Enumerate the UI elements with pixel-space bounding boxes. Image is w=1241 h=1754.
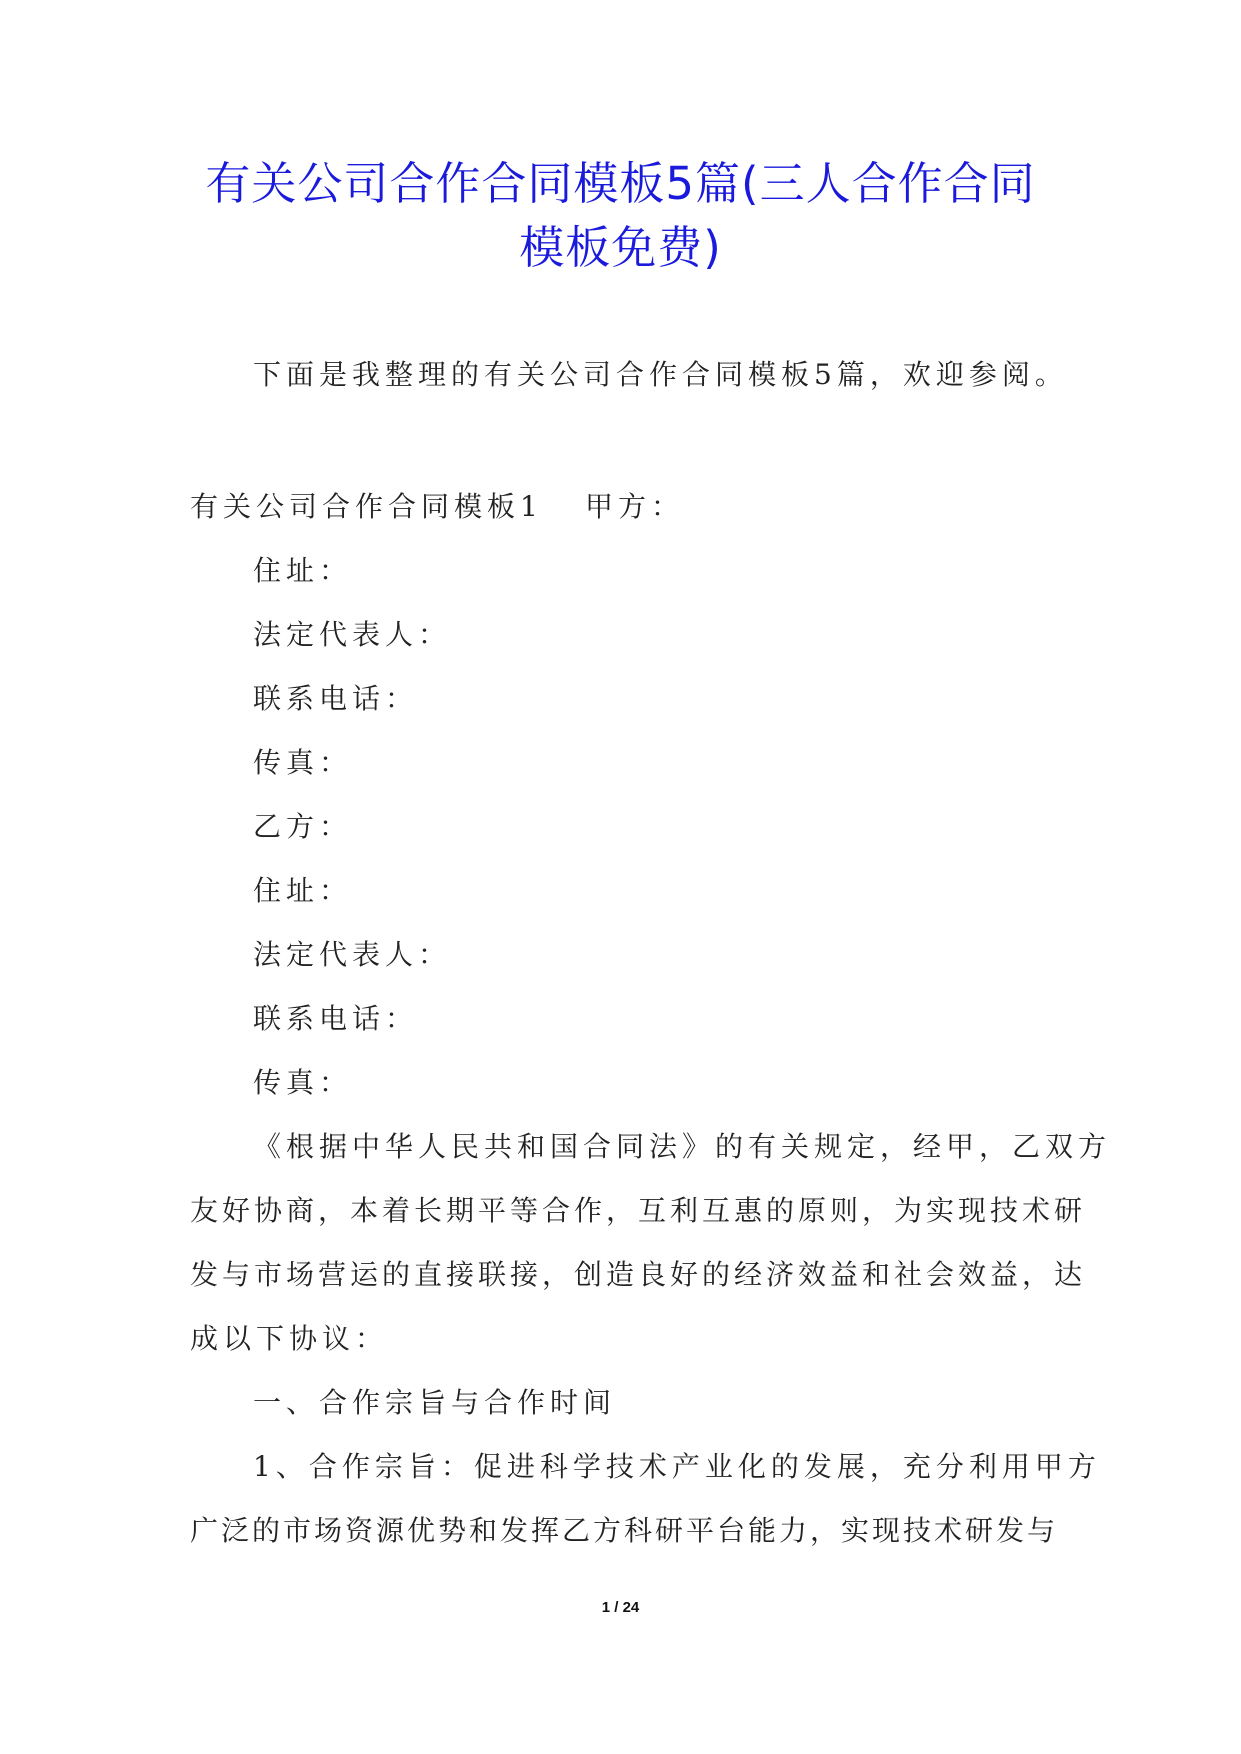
preamble-line-4: 成以下协议： — [190, 1322, 389, 1355]
field-legal-rep-a: 法定代表人： — [253, 618, 452, 651]
clause-1-line-1: 1、合作宗旨：促进科学技术产业化的发展，充分利用甲方 — [253, 1450, 1101, 1483]
field-address-a: 住址： — [253, 554, 353, 587]
document-title-line-1: 有关公司合作合同模板5篇(三人合作合同 — [205, 157, 1036, 210]
clause-1-line-2: 广泛的市场资源优势和发挥乙方科研平台能力，实现技术研发与 — [190, 1514, 1059, 1547]
party-a-label: 甲方： — [585, 490, 685, 523]
field-phone-b: 联系电话： — [253, 1002, 419, 1035]
party-b-label: 乙方： — [253, 810, 353, 843]
field-phone-a: 联系电话： — [253, 682, 419, 715]
field-fax-a: 传真： — [253, 746, 353, 779]
intro-paragraph: 下面是我整理的有关公司合作合同模板5篇，欢迎参阅。 — [253, 358, 1068, 391]
preamble-line-1: 《根据中华人民共和国合同法》的有关规定，经甲，乙双方 — [253, 1130, 1112, 1163]
preamble-line-2: 友好协商，本着长期平等合作，互利互惠的原则，为实现技术研 — [190, 1194, 1087, 1227]
preamble-line-3: 发与市场营运的直接联接，创造良好的经济效益和社会效益，达 — [190, 1258, 1087, 1291]
clause-heading: 一、合作宗旨与合作时间 — [253, 1386, 617, 1419]
page-number: 1 / 24 — [601, 1599, 640, 1616]
field-legal-rep-b: 法定代表人： — [253, 938, 452, 971]
document-title-line-2: 模板免费) — [519, 221, 722, 274]
section-heading: 有关公司合作合同模板1 — [190, 490, 543, 523]
field-address-b: 住址： — [253, 874, 353, 907]
field-fax-b: 传真： — [253, 1066, 353, 1099]
